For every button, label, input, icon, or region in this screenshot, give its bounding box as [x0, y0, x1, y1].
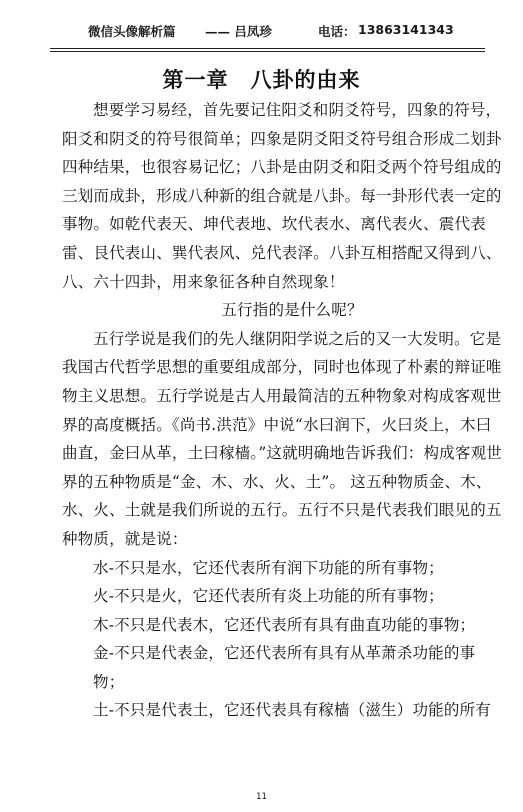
header-phone-number: 13863141343 [358, 22, 454, 37]
page-number: 11 [256, 792, 267, 802]
list-item-metal: 金-不只是代表金，它还代表所有具有从革萧杀功能的事物； [93, 644, 476, 691]
page-header [0, 22, 523, 42]
paragraph-wuxing: 五行学说是我们的先人继阴阳学说之后的又一大发明。它是我国古代哲学思想的重要组成部分，同时也体现了朴素的辩证唯物主义思想。五行学说是古人用最简洁的五种物象对构成客观世界的高度概括。《尚书.洪范》中说“水曰润下，火曰炎上，木曰曲直，金曰从革，土曰稼樯。”这就明确地告诉我们：构成客观世界的五种物质是“金、木、水、火、土”。 这五种物质金、木、水、火、土就是我们所说的五行。五行不只是代表我们眼见的五种物质，就是说： [62, 329, 502, 548]
paragraph-bagua: 想要学习易经，首先要记住阳爻和阴爻符号，四象的符号，阳爻和阴爻的符号很简单；四象是阴爻阳爻符号组合形成二划卦四种结果，也很容易记忆；八卦是由阴爻和阳爻两个符号组成的三划而成卦，形成八种新的组合就是八卦。每一卦形代表一定的事物。如乾代表天、坤代表地、坎代表水、离代表火、震代表雷、艮代表山、巽代表风、兑代表泽。八卦互相搭配又得到八、八、六十四卦，用来象征各种自然现象！ [62, 101, 502, 291]
list-item-water: 水-不只是水，它还代表所有润下功能的所有事物； [93, 558, 444, 577]
header-phone-label: 电话： [318, 24, 356, 39]
list-item-fire: 火-不只是火，它还代表所有炎上功能的所有事物； [93, 587, 444, 606]
list-item-earth: 土-不只是代表土，它还代表具有稼樯（滋生）功能的所有 [93, 701, 491, 720]
chapter-title: 第一章 八卦的由来 [162, 67, 361, 92]
list-item-wood: 木-不只是代表木，它还代表所有具有曲直功能的事物； [93, 615, 476, 634]
header-rule-bottom [50, 51, 485, 52]
header-book-title: 微信头像解析篇 [88, 24, 176, 39]
section-subtitle: 五行指的是什么呢？ [221, 301, 363, 320]
header-author: —— 吕凤珍 [205, 24, 272, 39]
header-rule-top [50, 48, 485, 49]
page-body [62, 96, 502, 725]
